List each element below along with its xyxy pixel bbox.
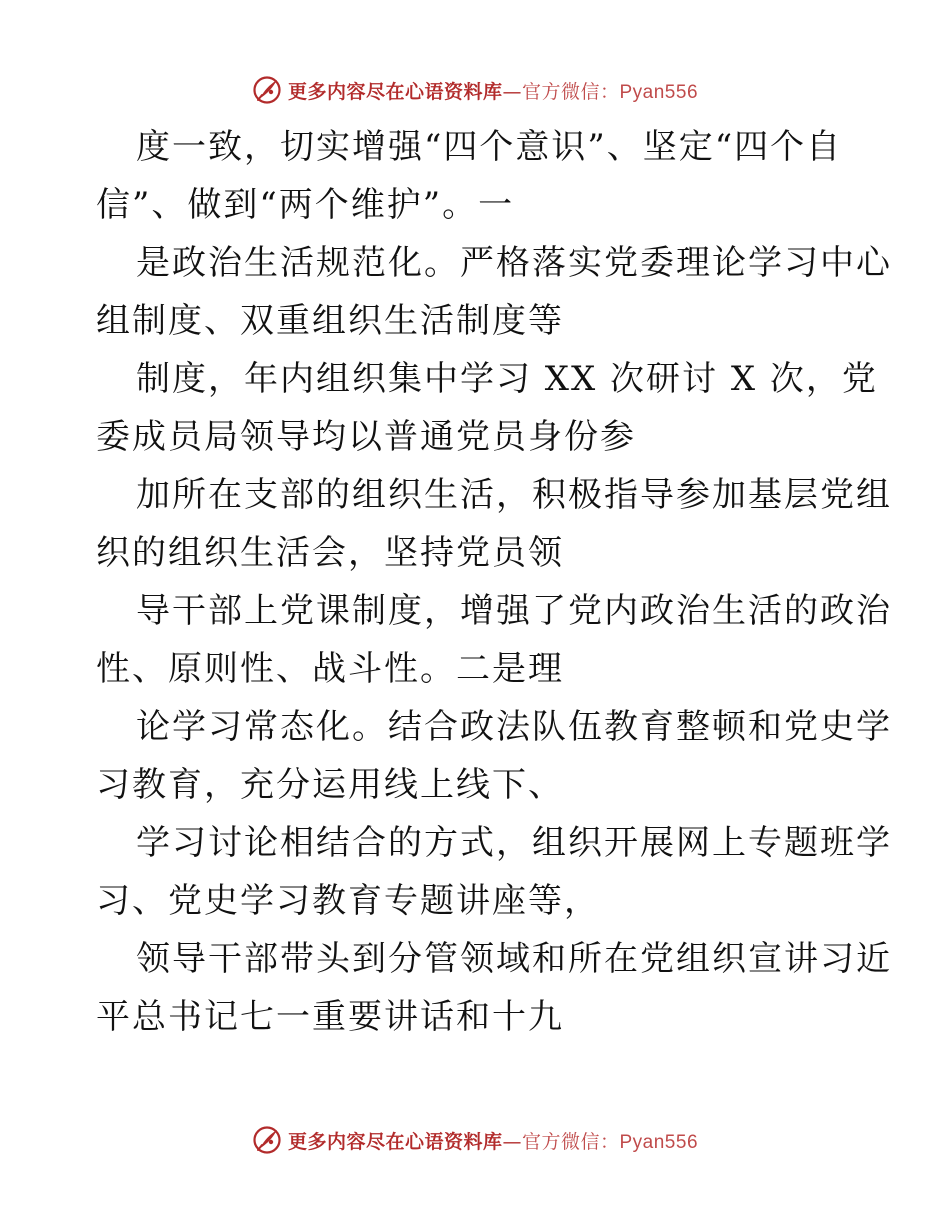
- document-line: 织的组织生活会，坚持党员领: [96, 533, 564, 573]
- document-line: 度一致，切实增强“四个意识”、坚定“四个自: [136, 127, 843, 167]
- document-line: 学习讨论相结合的方式，组织开展网上专题班学: [136, 823, 892, 863]
- quill-pen-logo-icon: [252, 1125, 282, 1155]
- document-line: 制度，年内组织集中学习 XX 次研讨 X 次，党: [136, 359, 878, 399]
- document-line: 平总书记七一重要讲话和十九: [96, 997, 564, 1037]
- footer-separator: —: [502, 1130, 522, 1153]
- header-banner-text: [288, 77, 698, 104]
- document-line: 委成员局领导均以普通党员身份参: [96, 417, 636, 457]
- quill-pen-logo-icon: [252, 75, 282, 105]
- footer-wechat-handle: Pyan556: [619, 1131, 699, 1153]
- header-separator: —: [502, 80, 522, 103]
- header-wechat-label: 官方微信：: [521, 80, 620, 103]
- footer-wechat-label: 官方微信：: [521, 1130, 620, 1153]
- document-line: 加所在支部的组织生活，积极指导参加基层党组: [136, 475, 892, 515]
- footer-brand-text: 更多内容尽在心语资料库: [287, 1130, 503, 1153]
- header-wechat-handle: Pyan556: [619, 81, 699, 103]
- document-line: 论学习常态化。结合政法队伍教育整顿和党史学: [136, 707, 892, 747]
- document-line: 习、党史学习教育专题讲座等，: [96, 881, 600, 921]
- document-line: 性、原则性、战斗性。二是理: [96, 649, 564, 689]
- page-header-banner: [0, 70, 950, 110]
- page-footer-banner: [0, 1120, 950, 1160]
- footer-banner-text: [288, 1127, 698, 1154]
- document-body: [96, 118, 892, 1046]
- document-line: 领导干部带头到分管领域和所在党组织宣讲习近: [136, 939, 892, 979]
- header-brand-text: 更多内容尽在心语资料库: [287, 80, 503, 103]
- document-line: 习教育，充分运用线上线下、: [96, 765, 564, 805]
- document-line: 是政治生活规范化。严格落实党委理论学习中心: [136, 243, 892, 283]
- document-line: 信”、做到“两个维护”。一: [96, 185, 515, 225]
- document-line: 导干部上党课制度，增强了党内政治生活的政治: [136, 591, 892, 631]
- document-line: 组制度、双重组织生活制度等: [96, 301, 564, 341]
